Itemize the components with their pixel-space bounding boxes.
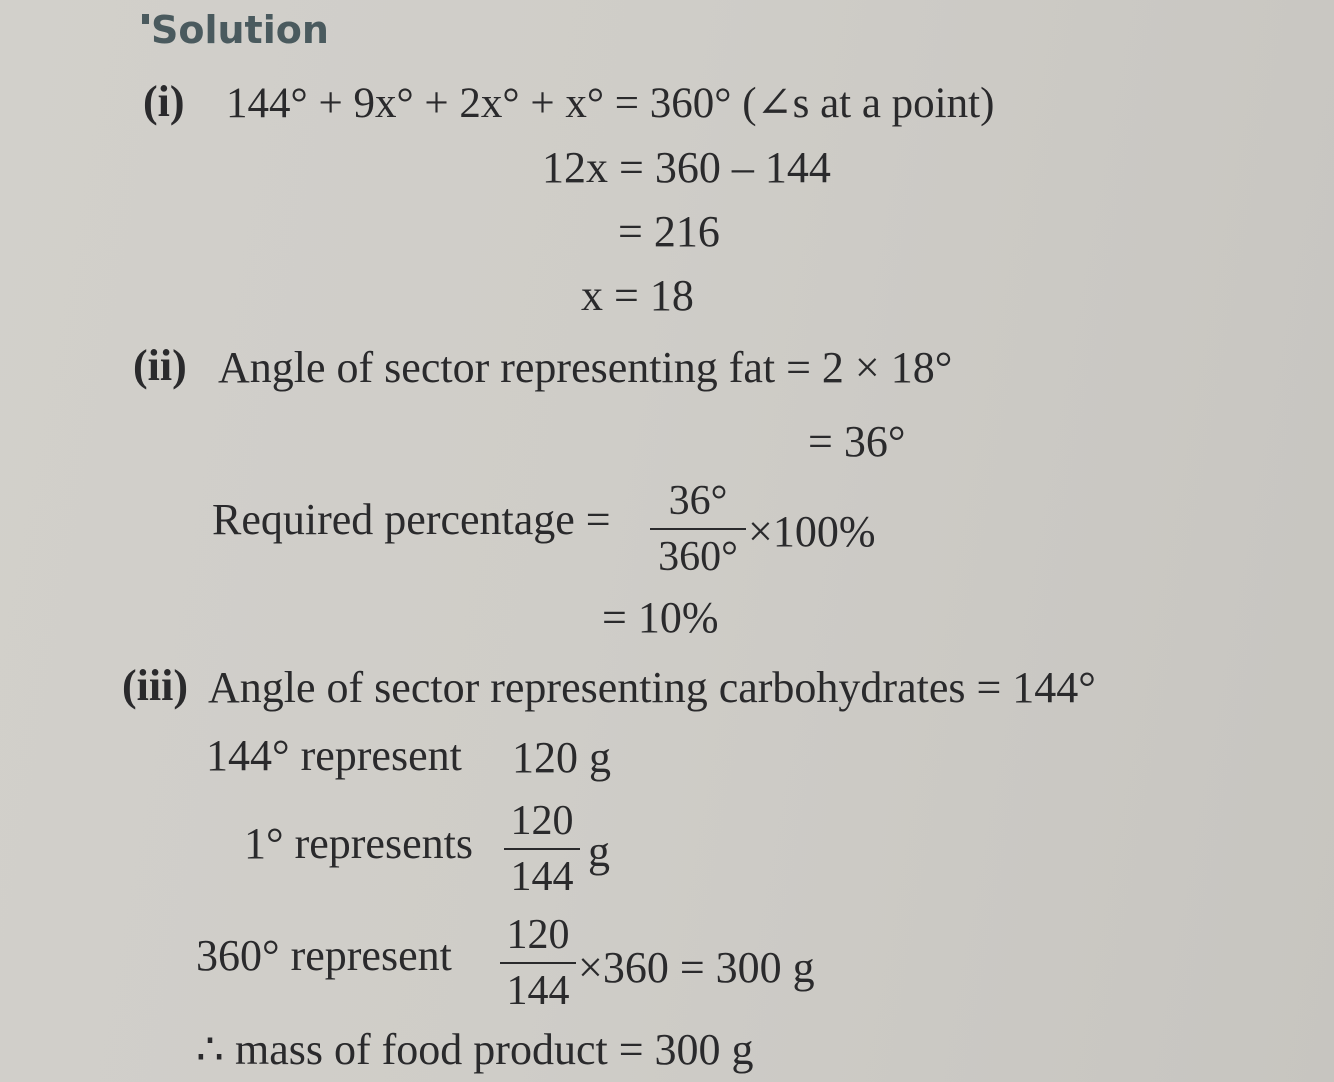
percentage-multiplier: ×100% [748,507,876,556]
bullet-marker [142,14,149,24]
part-iii-carb-angle: Angle of sector representing carbohydrates = 144° [208,663,1096,712]
part-ii-fat-angle-result: = 36° [808,417,906,466]
part-ii-fat-angle: Angle of sector representing fat = 2 × 18° [218,343,953,392]
part-iii-label: (iii) [122,661,188,710]
solution-heading-text: Solution [151,8,329,52]
fraction-denominator: 360° [658,534,738,580]
fraction-denominator: 144 [506,968,570,1014]
represent-144-label: 144° represent [206,731,462,780]
fraction-denominator: 144 [510,854,574,900]
represent-360-fraction [500,914,576,1012]
part-i-step-1: 12x = 360 – 144 [542,143,831,192]
part-i-equation: 144° + 9x° + 2x° + x° = 360° (∠s at a point) [226,80,995,127]
represent-360-result: ×360 = 300 g [578,943,815,992]
represent-1-label: 1° represents [244,819,473,868]
required-percentage-label: Required percentage = [212,495,611,544]
percentage-result: = 10% [602,593,719,642]
represent-1-unit: g [588,827,610,876]
represent-360-label: 360° represent [196,931,452,980]
fraction-numerator: 36° [650,480,746,530]
fraction-numerator: 120 [504,800,580,850]
represent-1-fraction [504,800,580,898]
part-i-step-3: x = 18 [581,271,694,320]
fraction-numerator: 120 [500,914,576,964]
part-i-step-2: = 216 [618,207,720,256]
part-ii-label: (ii) [133,341,187,390]
represent-144-value: 120 g [512,733,611,782]
part-i-label: (i) [143,77,185,126]
solution-heading [142,8,329,52]
conclusion-line: ∴ mass of food product = 300 g [196,1025,754,1074]
percentage-fraction [650,480,746,578]
